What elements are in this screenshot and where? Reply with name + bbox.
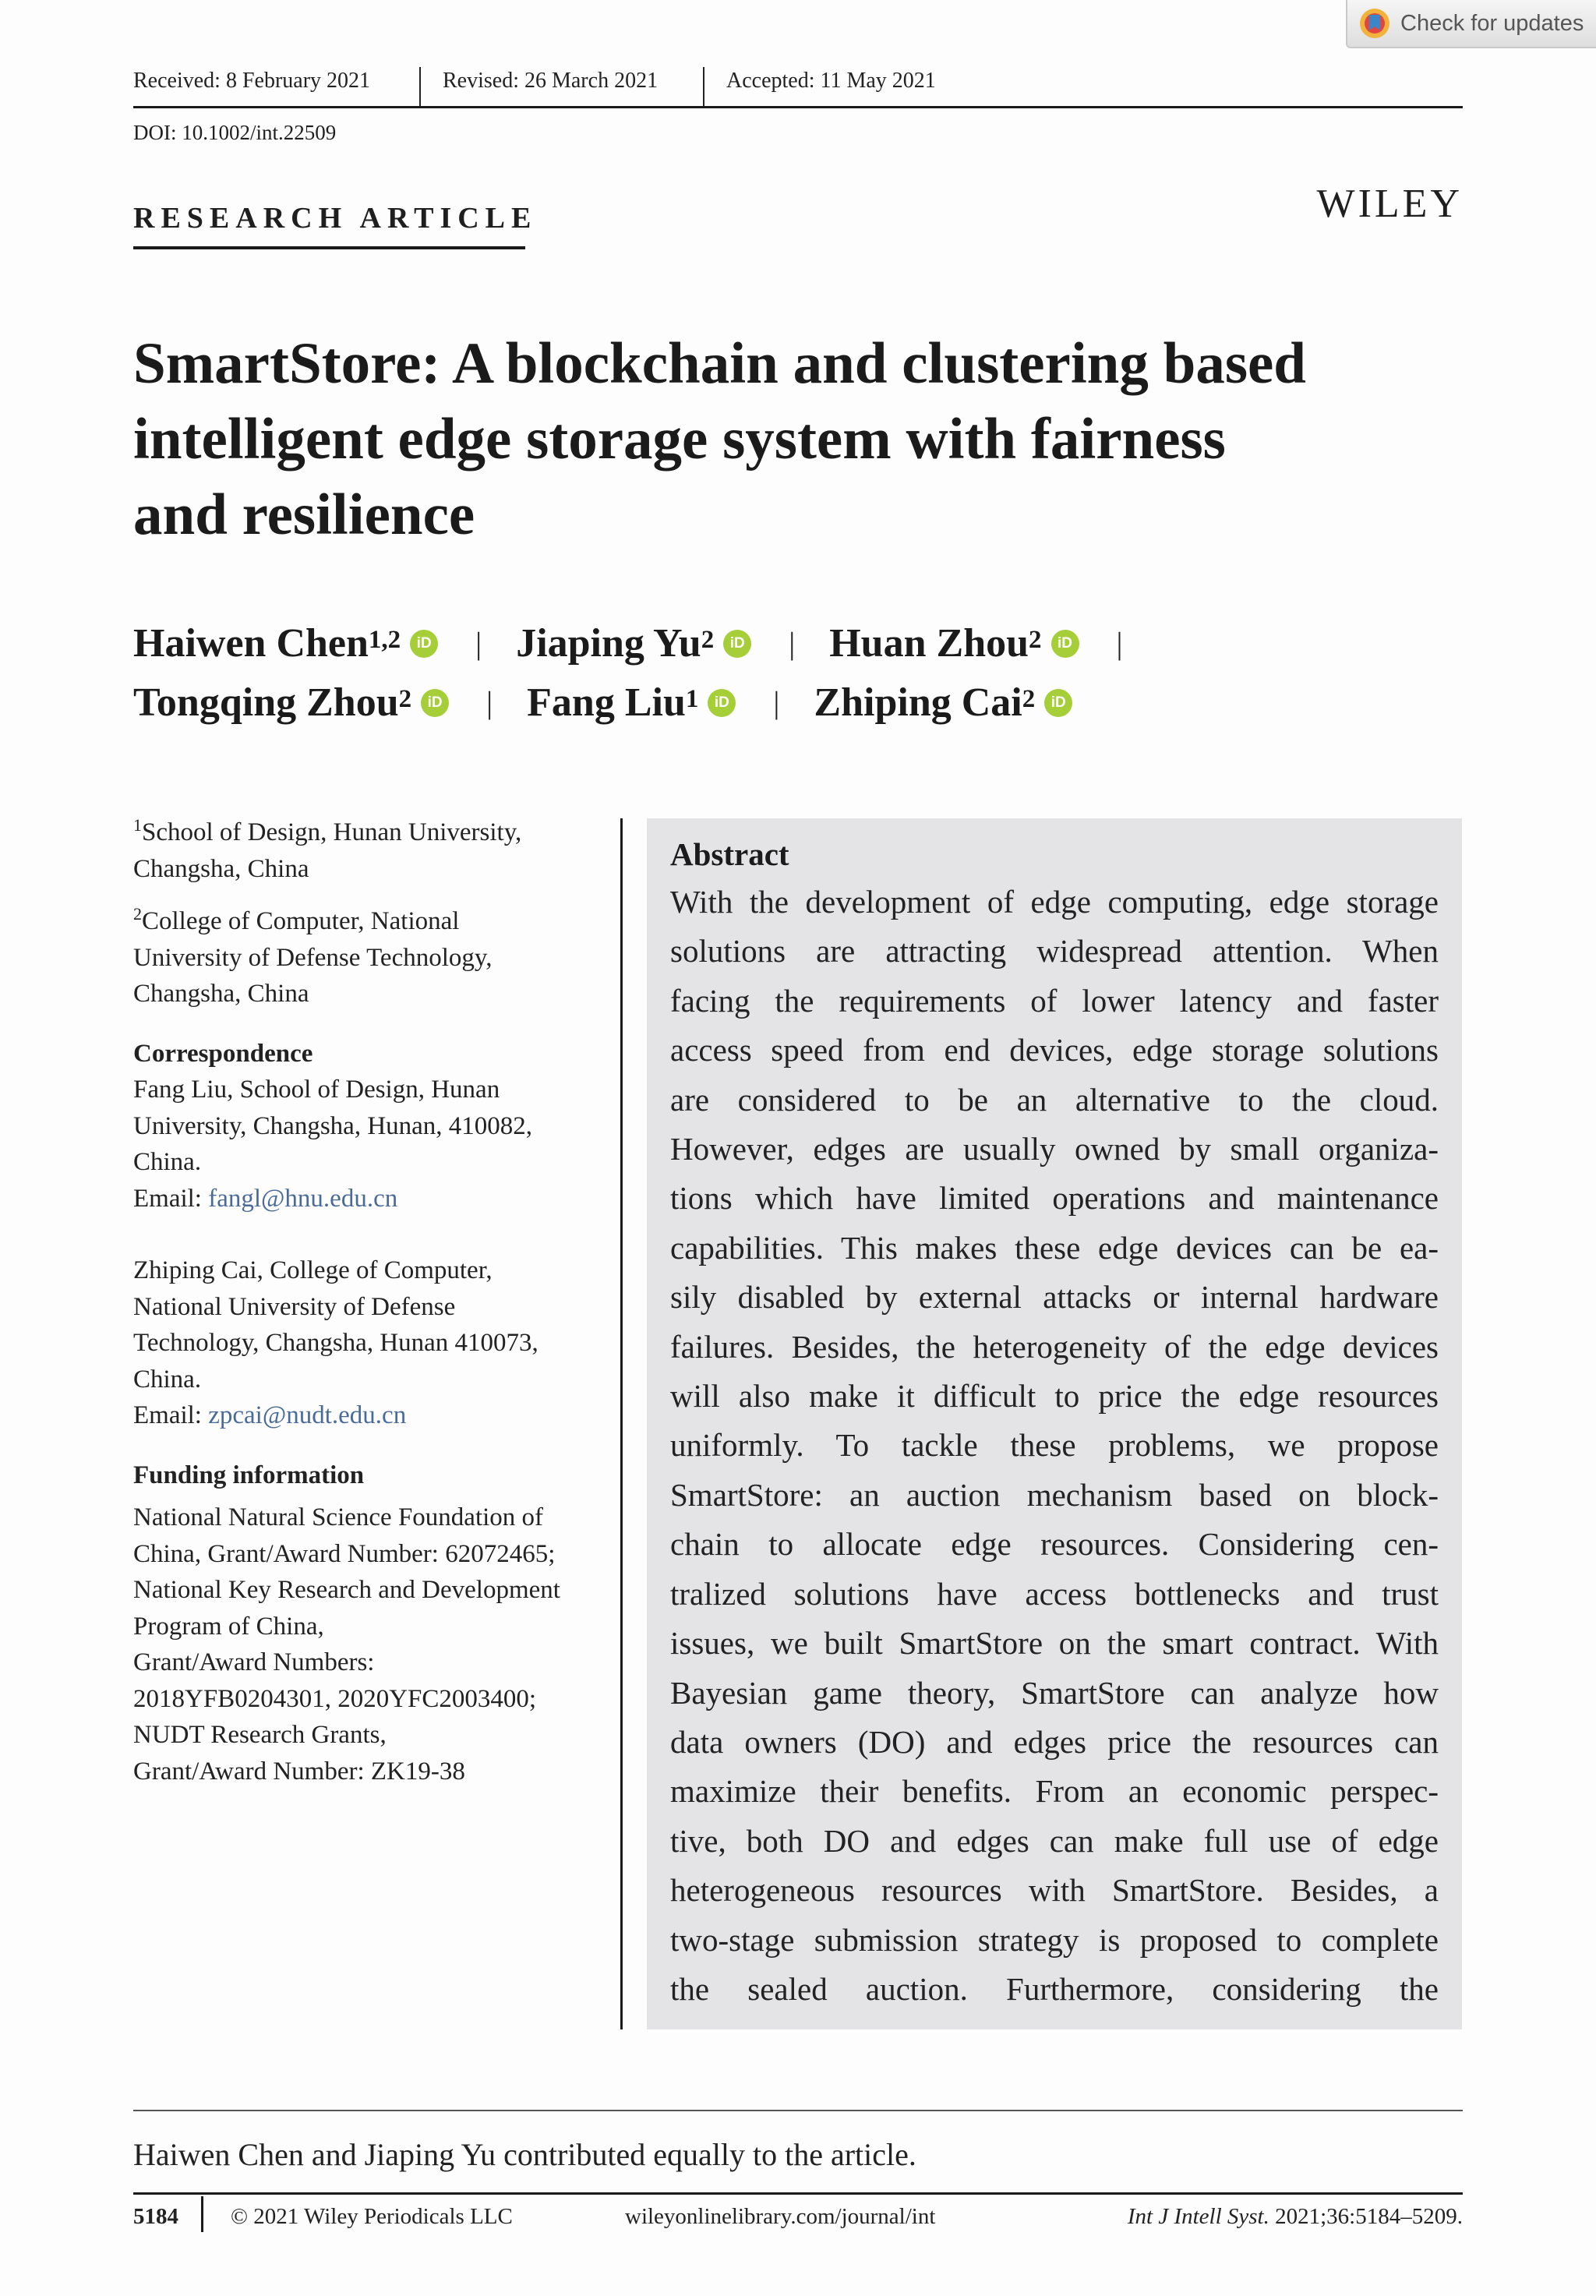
author-affiliation-mark: 2 [1022, 685, 1036, 713]
article-title [133, 326, 1474, 553]
crossmark-icon [1358, 7, 1391, 40]
correspondence-line: National University of Defense [133, 1292, 456, 1321]
correspondence-entry [133, 1072, 616, 1217]
sidebar-info [133, 807, 616, 1789]
author-separator: | [1116, 626, 1123, 661]
copyright: © 2021 Wiley Periodicals LLC [231, 2204, 513, 2229]
correspondence-line: Zhiping Cai, College of Computer, [133, 1256, 493, 1284]
page-number: 5184 [133, 2204, 178, 2229]
check-for-updates-button[interactable] [1346, 0, 1596, 48]
orcid-icon[interactable]: iD [708, 689, 736, 717]
author-affiliation-mark: 1,2 [368, 626, 401, 654]
email-label: Email: [133, 1184, 209, 1213]
abstract-line: However, edges are usually owned by small organiza- [670, 1131, 1439, 1167]
funding-heading: Funding information [133, 1461, 365, 1489]
check-for-updates-label: Check for updates [1400, 10, 1584, 36]
affiliation-line: Changsha, China [133, 854, 309, 883]
contribution-footnote: Haiwen Chen and Jiaping Yu contributed equally to the article. [133, 2137, 916, 2172]
abstract-line: solutions are attracting widespread attention. When [670, 933, 1439, 970]
abstract-line: heterogeneous resources with SmartStore. Besides, a [670, 1872, 1439, 1909]
orcid-icon[interactable]: iD [1051, 630, 1079, 658]
revised-date: Revised: 26 March 2021 [443, 69, 659, 93]
column-divider [620, 818, 623, 2029]
abstract-box [647, 818, 1462, 2029]
abstract-line: facing the requirements of lower latency and faster [670, 982, 1439, 1019]
author-separator: | [486, 685, 493, 720]
affiliation-number: 2 [133, 904, 142, 924]
author-name: Zhiping Cai [814, 680, 1022, 725]
author-name: Haiwen Chen [133, 621, 369, 666]
title-line: intelligent edge storage system with fairness [133, 407, 1226, 472]
email-label: Email: [133, 1401, 209, 1429]
funding-line: 2018YFB0204301, 2020YFC2003400; [133, 1684, 537, 1713]
author-name: Jiaping Yu [516, 621, 701, 666]
affiliation-number: 1 [133, 815, 142, 835]
footer-divider [201, 2196, 203, 2232]
abstract-line: two-stage submission strategy is proposed to complete [670, 1921, 1439, 1958]
author-affiliation-mark: 1 [685, 685, 699, 713]
abstract-heading: Abstract [670, 836, 789, 872]
email-link[interactable]: fangl@hnu.edu.cn [208, 1184, 398, 1213]
citation [1128, 2204, 1463, 2230]
doi[interactable]: DOI: 10.1002/int.22509 [133, 121, 337, 144]
abstract-line: will also make it difficult to price the edge resources [670, 1378, 1439, 1415]
title-line: SmartStore: A blockchain and clustering based [133, 331, 1307, 396]
orcid-icon[interactable]: iD [1044, 689, 1072, 717]
funding-line: National Natural Science Foundation of [133, 1503, 544, 1531]
author-separator: | [789, 626, 796, 661]
abstract-line: SmartStore: an auction mechanism based on block- [670, 1476, 1439, 1513]
affiliation-line: Changsha, China [133, 980, 309, 1008]
accepted-date: Accepted: 11 May 2021 [726, 69, 936, 93]
title-line: and resilience [133, 482, 475, 547]
author-affiliation-mark: 2 [1029, 626, 1042, 654]
abstract-line: sily disabled by external attacks or internal hardware [670, 1279, 1439, 1316]
journal-url[interactable]: wileyonlinelibrary.com/journal/int [625, 2204, 936, 2229]
correspondence-heading: Correspondence [133, 1039, 313, 1068]
orcid-icon[interactable]: iD [421, 689, 449, 717]
affiliation-line: College of Computer, National [142, 907, 460, 935]
author-list [133, 620, 1157, 666]
email-link[interactable]: zpcai@nudt.edu.cn [208, 1401, 407, 1429]
abstract-line: tions which have limited operations and maintenance [670, 1180, 1439, 1217]
abstract-line: failures. Besides, the heterogeneity of the edge devices [670, 1328, 1439, 1365]
abstract-line: tive, both DO and edges can make full use of edge [670, 1822, 1439, 1859]
author-affiliation-mark: 2 [398, 685, 412, 713]
funding-line: NUDT Research Grants, [133, 1721, 387, 1749]
abstract-line: tralized solutions have access bottlenecks and trust [670, 1575, 1439, 1612]
author-name: Fang Liu [527, 680, 686, 725]
abstract-line: Bayesian game theory, SmartStore can analyze how [670, 1674, 1439, 1711]
correspondence-line: Fang Liu, School of Design, Hunan [133, 1076, 500, 1104]
author-name: Huan Zhou [829, 621, 1029, 666]
abstract-line: access speed from end devices, edge storage solutions [670, 1032, 1439, 1069]
header-divider [419, 67, 421, 106]
abstract-line: the sealed auction. Furthermore, considering the [670, 1970, 1439, 2007]
header-rule [133, 106, 1463, 108]
affiliation-line: University of Defense Technology, [133, 943, 493, 972]
correspondence-line: China. [133, 1148, 202, 1176]
abstract-line: data owners (DO) and edges price the resources can [670, 1723, 1439, 1760]
author-list [133, 680, 1072, 726]
funding-line: Grant/Award Numbers: [133, 1648, 375, 1676]
funding-line: Program of China, [133, 1612, 324, 1641]
funding-line: China, Grant/Award Number: 62072465; [133, 1539, 556, 1568]
orcid-icon[interactable]: iD [723, 630, 751, 658]
article-type-underline [133, 246, 525, 249]
author-name: Tongqing Zhou [133, 680, 399, 725]
funding-line: National Key Research and Development [133, 1576, 560, 1604]
abstract-line: chain to allocate edge resources. Considering cen- [670, 1526, 1439, 1563]
abstract-line: maximize their benefits. From an economic perspec- [670, 1773, 1439, 1810]
author-affiliation-mark: 2 [701, 626, 715, 654]
abstract-line: issues, we built SmartStore on the smart contract. With [670, 1625, 1439, 1662]
footnote-rule [133, 2110, 1463, 2111]
received-date: Received: 8 February 2021 [133, 69, 371, 93]
funding-info [133, 1499, 616, 1789]
abstract-body [670, 878, 1439, 2014]
citation-details: 2021;36:5184–5209. [1269, 2204, 1463, 2229]
affiliation-line: School of Design, Hunan University, [142, 818, 522, 846]
abstract-line: With the development of edge computing, edge storage [670, 884, 1439, 920]
abstract-line: capabilities. This makes these edge devices can be ea- [670, 1229, 1439, 1266]
abstract-line: uniformly. To tackle these problems, we propose [670, 1427, 1439, 1464]
correspondence-line: University, Changsha, Hunan, 410082, [133, 1111, 533, 1140]
footer-rule [133, 2192, 1463, 2195]
funding-line: Grant/Award Number: ZK19-38 [133, 1757, 465, 1786]
orcid-icon[interactable]: iD [410, 630, 438, 658]
affiliation [133, 807, 616, 887]
correspondence-line: China. [133, 1365, 202, 1393]
journal-name: Int J Intell Syst. [1127, 2204, 1269, 2229]
correspondence-entry [133, 1252, 616, 1434]
publisher-logo: WILEY [1316, 182, 1463, 226]
affiliation [133, 896, 616, 1012]
author-separator: | [475, 626, 482, 661]
correspondence-line: Technology, Changsha, Hunan 410073, [133, 1329, 538, 1357]
spacer [133, 1217, 616, 1252]
abstract-line: are considered to be an alternative to the cloud. [670, 1081, 1439, 1118]
header-divider [703, 67, 704, 106]
author-separator: | [773, 685, 780, 720]
article-type-label: RESEARCH ARTICLE [133, 202, 538, 235]
